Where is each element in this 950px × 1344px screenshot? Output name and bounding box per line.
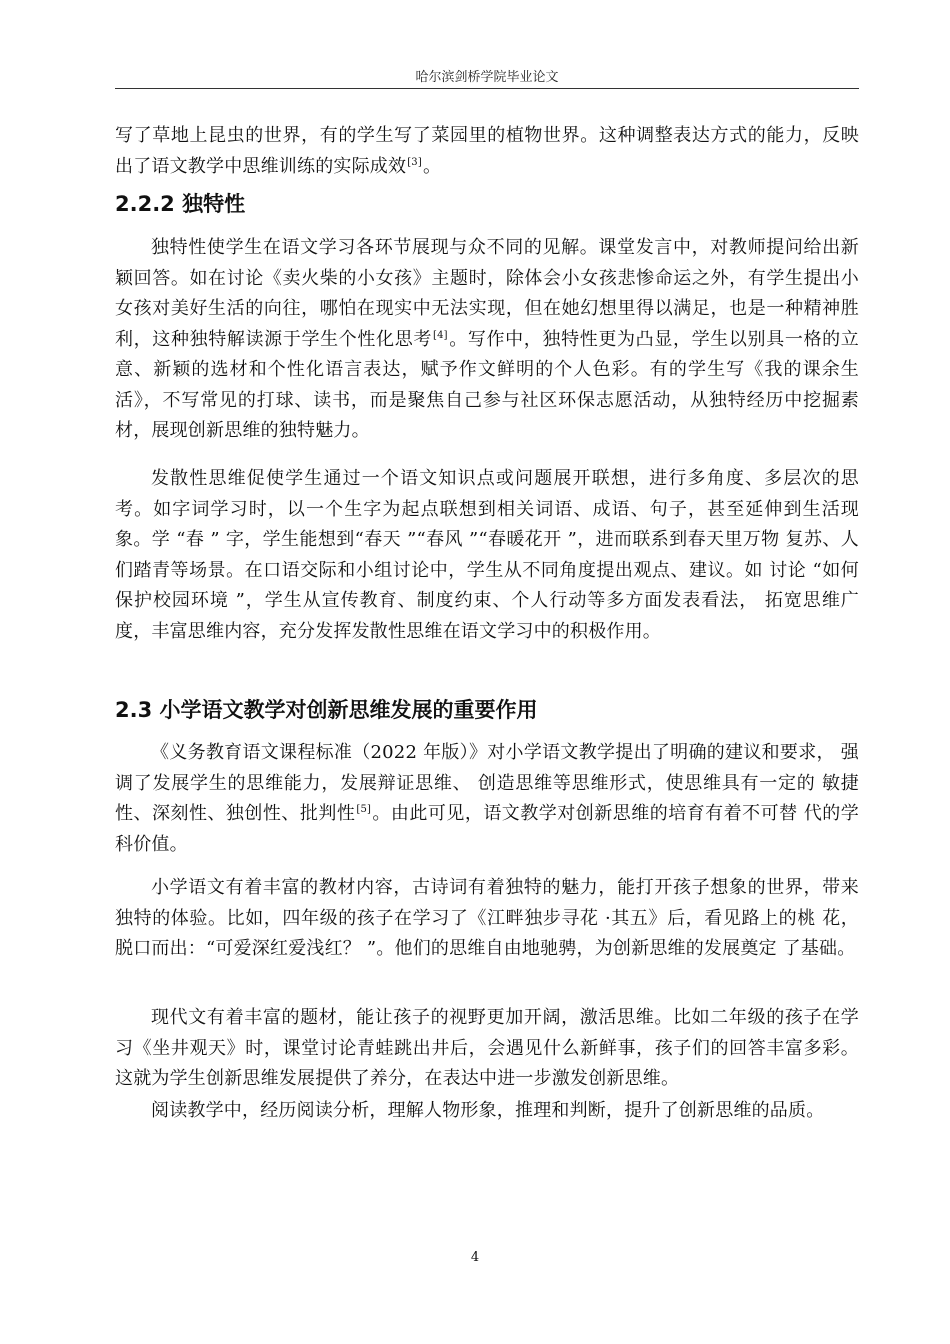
paragraph-divergent-thinking: 发散性思维促使学生通过一个语文知识点或问题展开联想，进行多角度、多层次的思考。如字词学习时，以一个生字为起点联想到相关词语、成语、句子，甚至延伸到生活现象。学 “春 ” 字，学生能想到“春天 ”“春风 ”“春暖花开 ”，进而联系到春天里万物 复苏、人们踏青等场景。在口语交际和小组讨论中，学生从不同角度提出观点、建议。如 讨论 “如何保护校园环境 ”，学生从宣传教育、制度约束、个人行动等多方面发表看法， 拓宽思维广度，丰富思维内容，充分发挥发散性思维在语文学习中的积极作用。 — [115, 468, 859, 642]
paragraph-text: 独特性使学生在语文学习各环节展现与众不同的见解。课堂发言中，对教师提问给出新颖回答。如在讨论《卖火柴的小女孩》主题时，除体会小女孩悲惨命运之外，有学生提出小女孩对美好生活的向往，哪怕在现实中无法实现，但在她幻想里得以满足，也是一种精神胜利，这种独特解读源于学生个性化思考 — [115, 237, 859, 350]
paragraph-continuation — [115, 121, 859, 182]
paragraph-curriculum-standard — [115, 738, 859, 860]
running-header: 哈尔滨剑桥学院毕业论文 — [415, 70, 559, 85]
paragraph-ancient-poetry: 小学语文有着丰富的教材内容，古诗词有着独特的魅力，能打开孩子想象的世界，带来独特的体验。比如，四年级的孩子在学习了《江畔独步寻花 ·其五》后，看见路上的桃 花，脱口而出：“可爱深红爱浅红？ ”。他们的思维自由地驰骋，为创新思维的发展奠定 了基础。 — [115, 877, 859, 959]
paragraph-reading-teaching: 阅读教学中，经历阅读分析，理解人物形象，推理和判断，提升了创新思维的品质。 — [151, 1100, 825, 1121]
header-divider — [115, 88, 859, 89]
paragraph-tail: 。写作中，独特性更为凸显，学生以别具一格的立意、新颖的选材和个性化语言表达，赋予作文鲜明的个人色彩。有的学生写《我的课余生活》，不写常见的打球、读书，而是聚焦自己参与社区环保志愿活动，从独特经历中挖掘素材，展现创新思维的独特魅力。 — [115, 328, 859, 441]
citation-ref: [3] — [407, 156, 422, 168]
paragraph-uniqueness — [115, 233, 859, 447]
paragraph-tail: 。由此可见，语文教学对创新思维的培育有着不可替 代的学科价值。 — [115, 803, 859, 855]
page-number: 4 — [470, 1250, 480, 1265]
citation-ref: [5] — [356, 804, 372, 815]
section-heading-2-3: 2.3 小学语文教学对创新思维发展的重要作用 — [115, 698, 538, 722]
citation-ref: [4] — [433, 329, 448, 341]
section-heading-2-2-2: 2.2.2 独特性 — [115, 192, 246, 216]
paragraph-tail: 。 — [422, 155, 442, 177]
paragraph-modern-texts: 现代文有着丰富的题材，能让孩子的视野更加开阔，激活思维。比如二年级的孩子在学习《坐井观天》时，课堂讨论青蛙跳出井后，会遇见什么新鲜事，孩子们的回答丰富多彩。这就为学生创新思维发展提供了养分，在表达中进一步激发创新思维。 — [115, 1007, 859, 1089]
paragraph-text: 《义务教育语文课程标准（2022 年版）》对小学语文教学提出了明确的建议和要求， 强调了发展学生的思维能力，发展辩证思维、 创造思维等思维形式，使思维具有一定的 敏捷性、深刻性、独创性、批判性 — [115, 742, 859, 824]
paragraph-text: 写了草地上昆虫的世界，有的学生写了菜园里的植物世界。这种调整表达方式的能力，反映出了语文教学中思维训练的实际成效 — [115, 125, 859, 177]
